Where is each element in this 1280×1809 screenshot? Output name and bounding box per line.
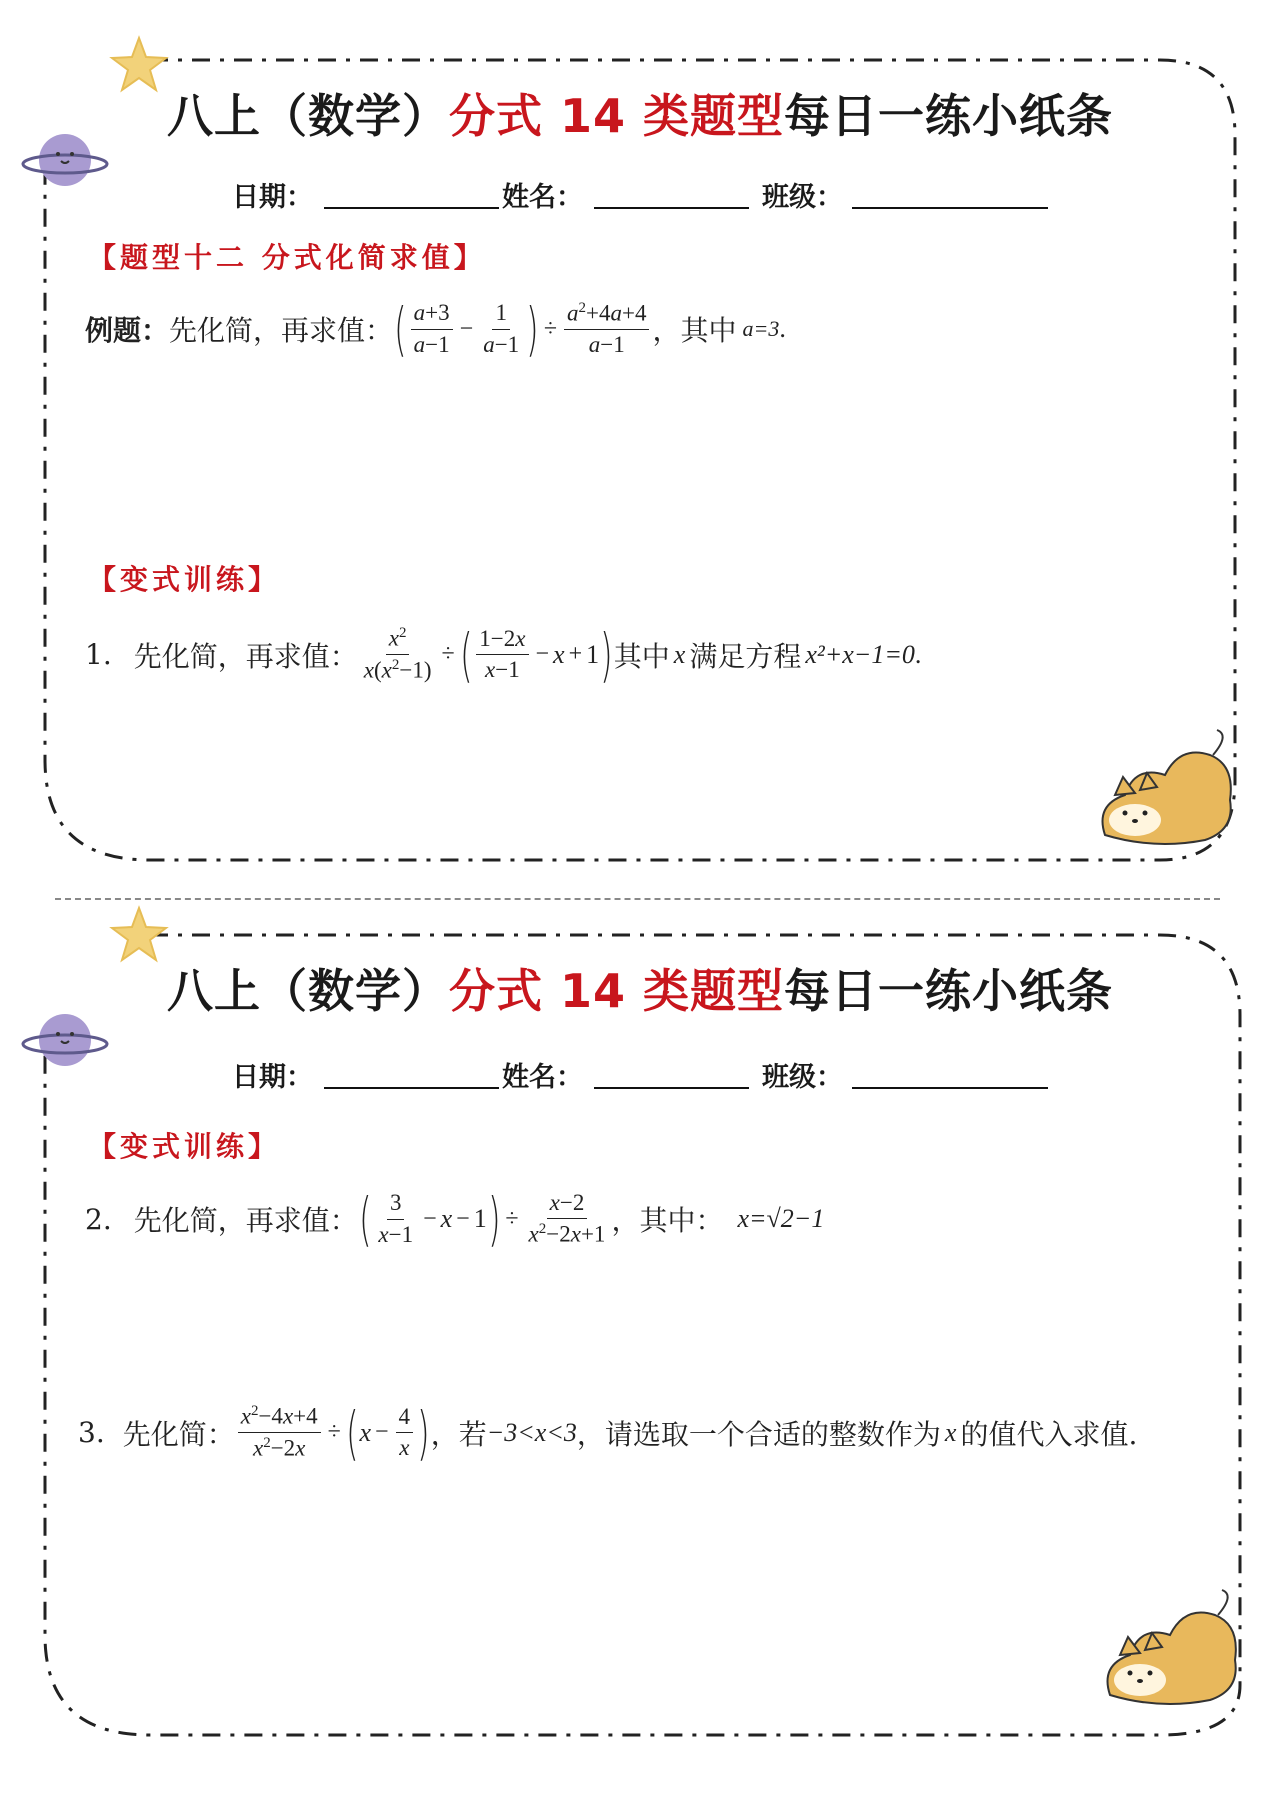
title-prefix: 八上（数学） [166, 964, 449, 1018]
question-2-condition: x=√2−1 [737, 1204, 825, 1234]
question-2-expression: ( $\frac{3}{x-1}$ − x − 1 ) ÷ $\frac{x-2}{x^2-2x+1}$ [358, 1185, 606, 1254]
practice-card-2 [0, 905, 1280, 1809]
question-number: 3. [78, 1416, 105, 1450]
class-blank[interactable] [852, 1087, 1048, 1089]
date-label: 日期： [232, 182, 313, 213]
question-3-expression: $\frac{x^2-4x+4}{x^2-2x}$ ÷ ( x − $\frac{4}{x}$ ) [235, 1403, 431, 1462]
question-instruction: 先化简： [122, 1417, 235, 1451]
section-title-variant: 【变式训练】 [88, 1130, 281, 1163]
shiba-dog-icon [1090, 1585, 1250, 1715]
question-instruction: 先化简，再求值： [133, 639, 358, 673]
question-3-var: x [944, 1417, 957, 1447]
question-2 [85, 1185, 825, 1254]
title-suffix: 每日一练小纸条 [784, 89, 1114, 143]
example-question: 例题： 先化简，再求值： ( $\frac{a+3}{a-1}$ − $\frac{1}{a-1}$ ) ÷ $\frac{a^2+4a+4}{a-1}$ ，其中 a=3 . [85, 295, 786, 364]
date-label: 日期： [232, 1062, 313, 1093]
date-blank[interactable] [324, 207, 499, 209]
section-title-variant: 【变式训练】 [88, 563, 281, 596]
page-title [0, 955, 1280, 1021]
name-blank[interactable] [594, 207, 749, 209]
class-label: 班级： [762, 182, 843, 213]
question-3-tail-3: 的值代入求值. [960, 1417, 1138, 1451]
question-1: 1. 先化简，再求值： $\frac{x^2}{x(x^2-1)}$ ÷ ( $\frac{1-2x}{x-1}$ − x + 1 ) 其中 x 满足方程 x²+x−1=0 . [85, 620, 922, 689]
page-title [0, 80, 1280, 146]
question-1-expression: $\frac{x^2}{x(x^2-1)}$ ÷ ( $\frac{1-2x}{x-1}$ − x + 1 ) [363, 620, 613, 689]
example-condition: a=3 [742, 316, 780, 342]
cut-divider [55, 898, 1220, 900]
question-3-range: −3<x<3 [486, 1417, 577, 1447]
title-suffix: 每日一练小纸条 [784, 964, 1114, 1018]
class-label: 班级： [762, 1062, 843, 1093]
question-number: 1. [85, 638, 112, 672]
question-1-equation: x²+x−1=0 [805, 639, 915, 669]
question-3-tail-1: ，若 [430, 1417, 487, 1451]
title-highlight: 分式 14 类题型 [448, 89, 785, 143]
example-tail: ，其中 [652, 314, 737, 348]
student-info-line [232, 175, 1062, 215]
name-blank[interactable] [594, 1087, 749, 1089]
shiba-dog-icon [1085, 725, 1245, 855]
title-prefix: 八上（数学） [166, 89, 449, 143]
question-3 [78, 1398, 1138, 1467]
question-number: 2. [85, 1202, 112, 1236]
class-blank[interactable] [852, 207, 1048, 209]
example-label: 例题： [85, 314, 170, 348]
question-1-var: x [673, 639, 686, 669]
question-1-mid: 其中 [613, 639, 670, 673]
example-instruction: 先化简，再求值： [169, 314, 394, 348]
question-2-tail: ，其中： [611, 1204, 724, 1238]
question-instruction: 先化简，再求值： [133, 1204, 358, 1238]
name-label: 姓名： [502, 182, 583, 213]
question-3-tail-2: ，请选取一个合适的整数作为 [576, 1417, 941, 1451]
date-blank[interactable] [324, 1087, 499, 1089]
practice-card-1 [0, 0, 1280, 880]
section-title-type12: 【题型十二 分式化简求值】 [88, 241, 486, 274]
question-1-tail: 满足方程 [689, 639, 802, 673]
example-expression: ( $\frac{a+3}{a-1}$ − $\frac{1}{a-1}$ ) ÷ $\frac{a^2+4a+4}{a-1}$ [393, 300, 652, 359]
name-label: 姓名： [502, 1062, 583, 1093]
title-highlight: 分式 14 类题型 [448, 964, 785, 1018]
dashed-card-border [0, 905, 1280, 1809]
student-info-line [232, 1055, 1062, 1095]
